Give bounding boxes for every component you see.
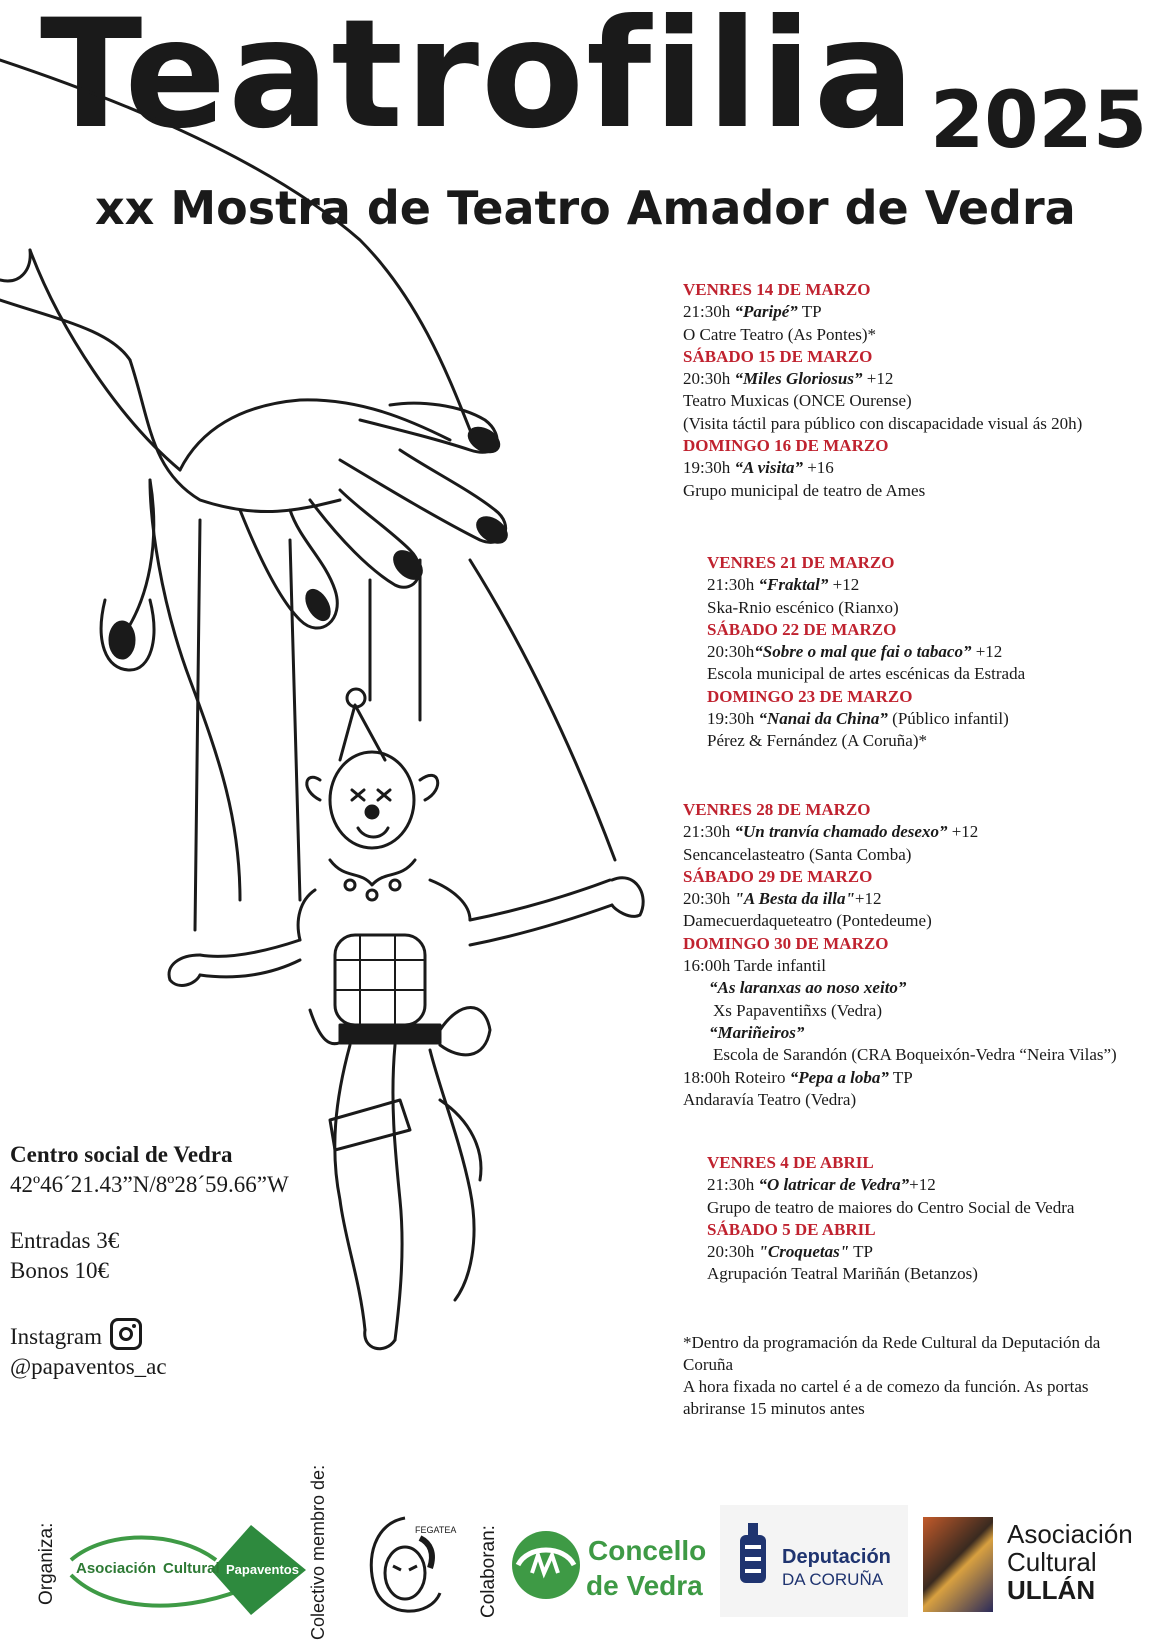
event-time: 21:30h xyxy=(683,302,731,322)
ullan-artwork xyxy=(923,1517,993,1612)
instagram-handle[interactable]: @papaventos_ac xyxy=(10,1354,167,1379)
group-name: Teatro Muxicas (ONCE Ourense) xyxy=(683,391,912,411)
age-rating: +12 xyxy=(947,822,979,842)
play-title: “O latricar de Vedra” xyxy=(758,1175,910,1195)
schedule-week-1 xyxy=(683,279,1082,502)
ullan-logo-text xyxy=(1007,1520,1133,1604)
event-time: 20:30h xyxy=(683,369,731,389)
organiza-label: Organiza: xyxy=(36,1522,57,1605)
poster-subtitle: xx Mostra de Teatro Amador de Vedra xyxy=(95,181,1076,235)
group-name: Escola municipal de artes escénicas da Estrada xyxy=(707,664,1026,684)
venue-info xyxy=(10,1140,289,1200)
event-time: 18:00h Roteiro xyxy=(683,1067,786,1087)
hand-top xyxy=(180,400,450,470)
play-title: “As laranxas ao noso xeito” xyxy=(709,978,907,998)
ullan-text-1: Asociación xyxy=(1007,1519,1133,1549)
logo-text-cultural: Cultural xyxy=(163,1560,220,1577)
group-name: Ska-Rnio escénico (Rianxo) xyxy=(707,597,899,617)
date-heading: SÁBADO 22 DE MARZO xyxy=(707,619,897,639)
play-title: "Croquetas" xyxy=(758,1242,850,1262)
schedule-week-2 xyxy=(707,552,1025,753)
age-rating: +12 xyxy=(909,1175,936,1195)
deputacion-text-1: Deputación xyxy=(782,1546,891,1568)
prices xyxy=(10,1226,119,1286)
footnotes xyxy=(683,1332,1143,1420)
ticket-price: Entradas 3€ xyxy=(10,1228,120,1253)
logo-text-asociacion: Asociación xyxy=(76,1560,157,1577)
concello-text-2: de Vedra xyxy=(586,1570,703,1601)
ullan-text-3: ULLÁN xyxy=(1007,1575,1096,1605)
date-heading: DOMINGO 23 DE MARZO xyxy=(707,686,913,706)
date-heading: SÁBADO 5 DE ABRIL xyxy=(707,1219,876,1239)
event-time: 21:30h xyxy=(707,575,759,595)
schedule-week-3 xyxy=(683,799,1117,1111)
bonus-price: Bonos 10€ xyxy=(10,1258,110,1283)
deputacion-logo xyxy=(720,1505,908,1617)
event-note: (Visita táctil para público con discapacidade visual ás 20h) xyxy=(683,413,1083,433)
age-rating: TP xyxy=(797,302,822,322)
poster-year: 2025 xyxy=(930,76,1148,166)
play-title: "A Besta da illa" xyxy=(734,889,855,909)
note-line-2: A hora fixada no cartel é a de comezo da función. As portas abriranse 15 minutos antes xyxy=(683,1377,1089,1418)
group-name: Agrupación Teatral Mariñán (Betanzos) xyxy=(707,1264,978,1284)
date-heading: VENRES 21 DE MARZO xyxy=(707,553,895,572)
group-name: O Catre Teatro (As Pontes)* xyxy=(683,324,877,344)
schedule-week-4 xyxy=(707,1152,1074,1286)
fegatea-logo xyxy=(360,1508,457,1628)
concello-vedra-logo xyxy=(508,1525,718,1605)
instagram-icon xyxy=(110,1318,142,1350)
play-title: “Fraktal” xyxy=(758,575,829,595)
group-name: Xs Papaventiñxs (Vedra) xyxy=(713,1000,883,1020)
ullan-text-2: Cultural xyxy=(1007,1547,1097,1577)
age-rating: (Público infantil) xyxy=(887,709,1009,729)
group-name: Andaravía Teatro (Vedra) xyxy=(683,1089,857,1109)
event-time: 20:30h xyxy=(707,1242,755,1262)
play-title: “Mariñeiros” xyxy=(709,1022,805,1042)
date-heading: VENRES 14 DE MARZO xyxy=(683,280,871,299)
social xyxy=(10,1318,167,1382)
group-name: Damecuerdaqueteatro (Pontedeume) xyxy=(683,911,932,931)
play-title: “Un tranvía chamado desexo” xyxy=(734,822,948,842)
venue-coords: 42º46´21.43”N/8º28´59.66”W xyxy=(10,1172,289,1197)
group-name: Sencancelasteatro (Santa Comba) xyxy=(683,844,912,864)
event-time: 16:00h Tarde infantil xyxy=(683,956,826,976)
concello-text-1: Concello xyxy=(588,1535,707,1566)
date-heading: VENRES 28 DE MARZO xyxy=(683,800,871,819)
age-rating: TP xyxy=(888,1067,913,1087)
papaventos-logo xyxy=(66,1520,306,1620)
date-heading: DOMINGO 30 DE MARZO xyxy=(683,933,889,953)
play-title: “Pepa a loba” xyxy=(789,1067,889,1087)
logo-text-papaventos: Papaventos xyxy=(226,1562,299,1577)
poster-title: Teatrofilia xyxy=(40,0,917,162)
event-time: 20:30h xyxy=(683,889,731,909)
play-title: “A visita” xyxy=(734,458,803,478)
event-time: 19:30h xyxy=(707,709,755,729)
age-rating: +12 xyxy=(971,642,1003,662)
note-line-1: *Dentro da programación da Rede Cultural da Deputación da Coruña xyxy=(683,1333,1101,1374)
fegatea-text: FEGATEA xyxy=(415,1525,457,1535)
group-name: Grupo municipal de teatro de Ames xyxy=(683,480,926,500)
play-title: “Paripé” xyxy=(734,302,798,322)
age-rating: +12 xyxy=(862,369,894,389)
event-time: 21:30h xyxy=(707,1175,755,1195)
date-heading: DOMINGO 16 DE MARZO xyxy=(683,436,889,456)
age-rating: +12 xyxy=(828,575,860,595)
instagram-label: Instagram xyxy=(10,1324,102,1349)
colaboran-label: Colaboran: xyxy=(478,1525,499,1618)
age-rating: +12 xyxy=(854,889,882,909)
play-title: “Sobre o mal que fai o tabaco” xyxy=(754,642,972,662)
date-heading: VENRES 4 DE ABRIL xyxy=(707,1153,874,1172)
group-name: Grupo de teatro de maiores do Centro Social de Vedra xyxy=(707,1197,1075,1217)
colectivo-label: Colectivo membro de: xyxy=(308,1464,328,1640)
play-title: “Miles Gloriosus” xyxy=(734,369,863,389)
event-time: 20:30h xyxy=(707,642,755,662)
date-heading: SÁBADO 29 DE MARZO xyxy=(683,866,873,886)
age-rating: +16 xyxy=(802,458,834,478)
play-title: “Nanai da China” xyxy=(758,709,888,729)
group-name: Escola de Sarandón (CRA Boqueixón-Vedra “Neira Vilas”) xyxy=(713,1045,1117,1065)
event-time: 19:30h xyxy=(683,458,731,478)
group-name: Pérez & Fernández (A Coruña)* xyxy=(707,731,927,751)
venue-name: Centro social de Vedra xyxy=(10,1142,233,1167)
age-rating: TP xyxy=(849,1242,873,1262)
date-heading: SÁBADO 15 DE MARZO xyxy=(683,346,873,366)
top-string xyxy=(0,60,470,430)
deputacion-text-2: DA CORUÑA xyxy=(782,1570,884,1589)
event-time: 21:30h xyxy=(683,822,735,842)
